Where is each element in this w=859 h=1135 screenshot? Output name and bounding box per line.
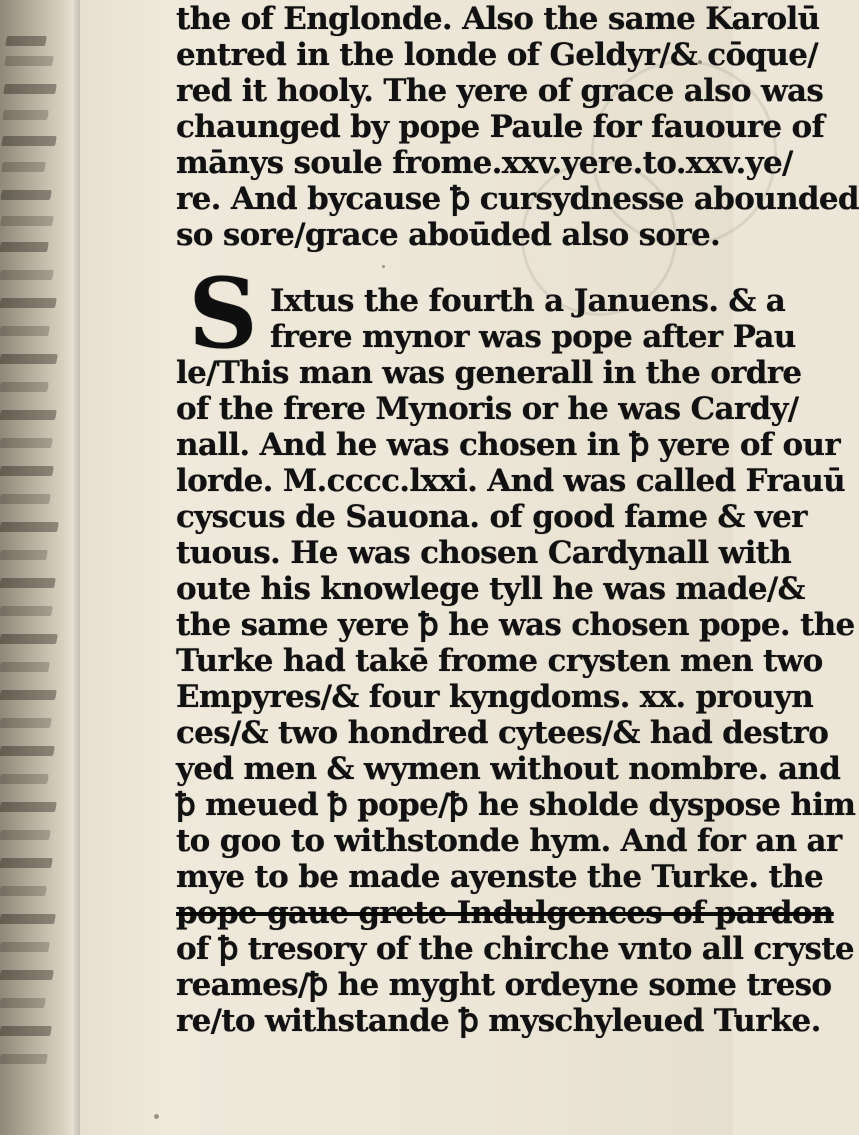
text-line-body-5: nall. And he was chosen in ꝥ yere of our: [176, 427, 841, 463]
paper-speck: [698, 60, 702, 64]
text-line-body-7: cyscus de Sauona. of good fame & ver: [176, 499, 807, 535]
text-line-body-17: mye to be made ayenste the Turke. the: [176, 859, 823, 895]
text-line-top-4: chaunged by pope Paule for fauoure of: [176, 109, 825, 145]
text-line-body-19: of ꝥ tresory of the chirche vnto all cryste: [176, 931, 854, 967]
text-line-body-13: ces/& two hondred cytees/& had destro: [176, 715, 829, 751]
text-line-body-11: Turke had takē frome crysten men two: [176, 643, 823, 679]
text-line-body-2: frere mynor was pope after Pau: [270, 319, 796, 355]
text-line-top-7: so sore/grace aboūded also sore.: [176, 217, 721, 253]
paper-speck: [154, 1114, 159, 1119]
left-page-text: [0, 0, 80, 1135]
text-line-top-3: red it hooly. The yere of grace also was: [176, 73, 824, 109]
text-line-body-18: pope gaue grete Indulgences of pardon: [176, 895, 834, 931]
text-line-body-10: the same yere ꝥ he was chosen pope. the: [176, 607, 855, 643]
paper-speck: [382, 265, 385, 268]
text-line-body-9: oute his knowlege tyll he was made/&: [176, 571, 805, 607]
text-line-top-5: mānys soule frome.xxv.yere.to.xxv.ye/: [176, 145, 793, 181]
text-line-body-12: Empyres/& four kyngdoms. xx. prouyn: [176, 679, 814, 715]
text-line-body-6: lorde. M.cccc.lxxi. And was called Frauū: [176, 463, 846, 499]
text-line-body-1: Ixtus the fourth a Januens. & a: [270, 283, 786, 319]
text-line-body-16: to goo to withstonde hym. And for an ar: [176, 823, 842, 859]
text-line-body-14: yed men & wymen without nombre. and: [176, 751, 841, 787]
drop-cap: S: [188, 257, 258, 370]
text-line-body-15: ꝥ meued ꝥ pope/ꝥ he sholde dyspose him: [176, 787, 856, 823]
text-line-top-2: entred in the londe of Geldyr/& cōque/: [176, 37, 818, 73]
text-line-body-3: le/This man was generall in the ordre: [176, 355, 802, 391]
text-line-body-20: reames/ꝥ he myght ordeyne some treso: [176, 967, 832, 1003]
left-page-edge: [0, 0, 80, 1135]
text-line-top-6: re. And bycause ꝥ cursydnesse abounded: [176, 181, 859, 217]
text-line-top-1: the of Englonde. Also the same Karolū: [176, 1, 820, 37]
text-line-body-8: tuous. He was chosen Cardynall with: [176, 535, 792, 571]
text-line-body-4: of the frere Mynoris or he was Cardy/: [176, 391, 799, 427]
text-line-body-21: re/to withstande ꝥ myschyleued Turke.: [176, 1003, 821, 1039]
